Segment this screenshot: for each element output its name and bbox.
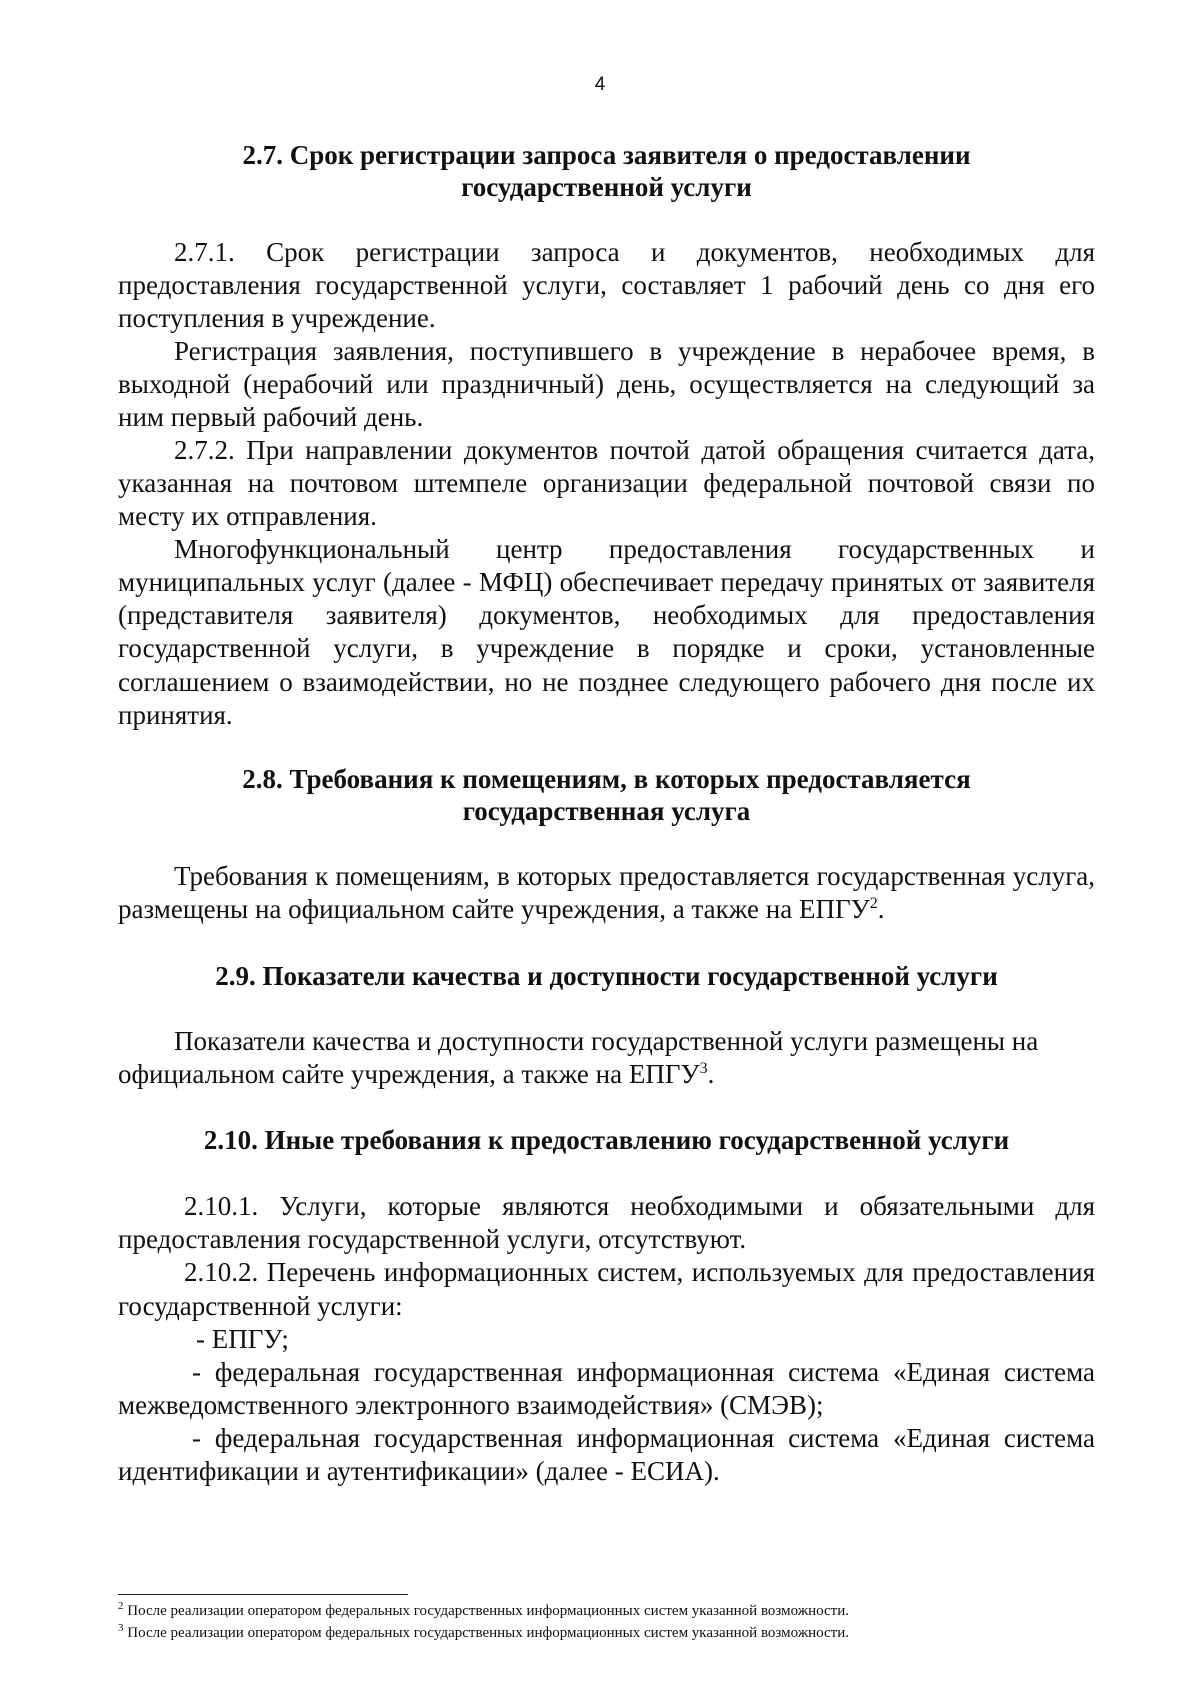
page-content xyxy=(118,140,1095,1488)
footnote-mark: 3 xyxy=(118,1621,124,1634)
paragraph-2-7-2: 2.7.2. При направлении документов почтой датой обращения считается дата, указанная на почтовом штемпеле организации федеральной почтовой связи по месту их отправления. xyxy=(118,435,1095,532)
paragraph-mfc: Многофункциональный центр предоставления государственных и муниципальных услуг (далее - МФЦ) обеспечивает передачу принятых от заявителя (представителя заявителя) документов, необходимых для предоставления государственной услуги, в учреждение в порядке и сроки, установленные соглашением о взаимодействии, но не позднее следующего рабочего дня после их принятия. xyxy=(118,534,1095,730)
paragraph-premises-requirements xyxy=(118,860,1095,926)
footnote-text: После реализации оператором федеральных государственных информационных систем указанной возможности. xyxy=(123,1624,850,1641)
paragraph-text: Показатели качества и доступности государственной услуги размещены на официальном сайте учреждения, а также на ЕПГУ xyxy=(118,1026,1039,1090)
footnotes xyxy=(118,1594,1095,1645)
paragraph-end: . xyxy=(877,894,885,925)
heading-line: государственной услуги xyxy=(461,171,752,202)
footnote-text: После реализации оператором федеральных государственных информационных систем указанной возможности. xyxy=(123,1603,850,1619)
heading-line: государственная услуга xyxy=(462,795,751,826)
footnote-2 xyxy=(118,1601,1095,1623)
paragraph-registration-nonworking: Регистрация заявления, поступившего в учреждение в нерабочее время, в выходной (нерабочий или праздничный) день, осуществляется на следующий за ним первый рабочий день. xyxy=(118,335,1095,433)
paragraph-2-10-1: 2.10.1. Услуги, которые являются необходимыми и обязательными для предоставления государственной услуги, отсутствуют. xyxy=(118,1191,1095,1255)
footnote-3 xyxy=(118,1623,1095,1645)
footnote-ref-2[interactable]: 2 xyxy=(869,895,878,913)
footnote-ref-3[interactable]: 3 xyxy=(699,1060,708,1078)
page-number: 4 xyxy=(594,74,606,95)
section-heading-2-8 xyxy=(118,764,1095,828)
heading-line: 2.8. Требования к помещениям, в которых предоставляется xyxy=(242,763,971,794)
list-item-esia: - федеральная государственная информационная система «Единая система идентификации и аутентификации» (далее - ЕСИА). xyxy=(118,1422,1095,1486)
section-heading-2-10: 2.10. Иные требования к предоставлению государственной услуги xyxy=(203,1125,1010,1156)
paragraph-end: . xyxy=(707,1059,715,1090)
section-heading-2-9: 2.9. Показатели качества и доступности государственной услуги xyxy=(215,960,998,991)
footnote-separator xyxy=(118,1594,408,1595)
paragraph-quality-indicators xyxy=(118,1025,1095,1091)
list-item-smev: - федеральная государственная информационная система «Единая система межведомственного электронного взаимодействия» (СМЭВ); xyxy=(118,1356,1095,1420)
heading-line: 2.7. Срок регистрации запроса заявителя о предоставлении xyxy=(242,140,971,170)
list-item-epgu: - ЕПГУ; xyxy=(196,1323,289,1354)
paragraph-2-10-2: 2.10.2. Перечень информационных систем, используемых для предоставления государственной услуги: xyxy=(118,1257,1095,1321)
section-heading-2-7 xyxy=(118,140,1095,204)
paragraph-text: Требования к помещениям, в которых предоставляется государственная услуга, размещены на официальном сайте учреждения, а также на ЕПГУ xyxy=(118,861,1095,925)
footnote-mark: 2 xyxy=(118,1600,124,1612)
paragraph-2-7-1: 2.7.1. Срок регистрации запроса и документов, необходимых для предоставления государственной услуги, составляет 1 рабочий день со дня его поступления в учреждение. xyxy=(118,236,1095,333)
